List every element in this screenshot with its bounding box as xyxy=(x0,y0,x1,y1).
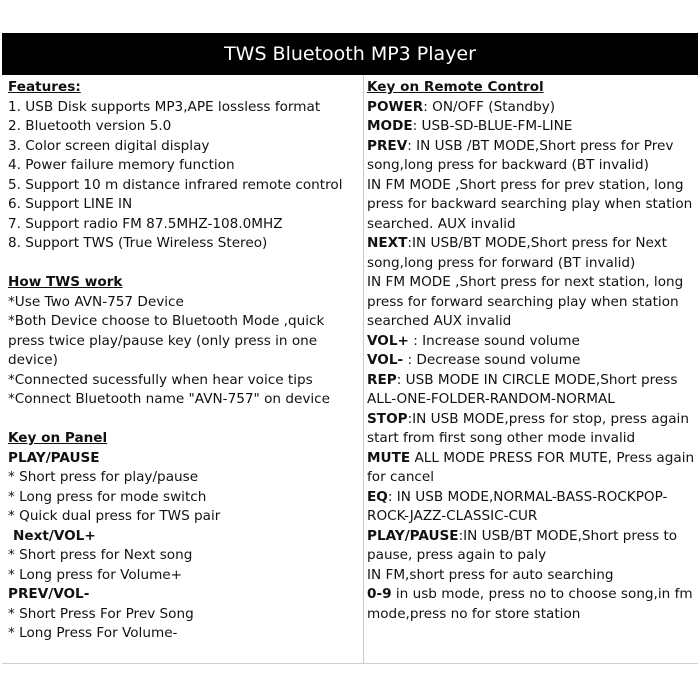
remote-item xyxy=(367,449,697,488)
title-banner xyxy=(2,33,698,75)
panel-item: * Long press for Volume+ xyxy=(8,566,183,583)
page-title: TWS Bluetooth MP3 Player xyxy=(224,43,476,65)
remote-item-text: in usb mode, press no to choose song,in fm mode,press no for store station xyxy=(367,586,693,622)
remote-item xyxy=(367,351,697,371)
remote-item-text: :IN USB/BT MODE,Short press for Next song,long press for forward (BT invalid) xyxy=(367,235,667,271)
tws-item: *Connected sucessfully when hear voice tips xyxy=(8,371,313,388)
panel-item: * Short Press For Prev Song xyxy=(8,605,194,622)
panel-key-title: PLAY/PAUSE xyxy=(8,449,100,466)
remote-item xyxy=(367,137,697,176)
panel-item: * Short press for Next song xyxy=(8,547,193,563)
remote-heading: Key on Remote Control xyxy=(367,79,544,95)
remote-item-text: : USB MODE IN CIRCLE MODE,Short press ALL-ONE-FOLDER-RANDOM-NORMAL xyxy=(367,371,678,407)
tws-item: *Use Two AVN-757 Device xyxy=(8,293,184,310)
remote-section xyxy=(367,78,697,624)
remote-item-text: searched AUX invalid xyxy=(367,313,512,329)
remote-item xyxy=(367,98,697,118)
feature-item: 4. Power failure memory function xyxy=(8,157,235,173)
remote-key-label: POWER xyxy=(367,98,424,115)
column-divider xyxy=(363,75,364,663)
feature-item: 8. Support TWS (True Wireless Stereo) xyxy=(8,235,268,251)
panel-item: * Long Press For Volume- xyxy=(8,625,178,641)
remote-key-label: MODE xyxy=(367,118,413,134)
panel-heading: Key on Panel xyxy=(8,430,108,446)
feature-item: 7. Support radio FM 87.5MHZ-108.0MHZ xyxy=(8,215,283,232)
tws-heading: How TWS work xyxy=(8,274,123,290)
remote-key-label: REP xyxy=(367,371,397,388)
remote-item xyxy=(367,312,697,332)
remote-item xyxy=(367,585,697,624)
panel-item: * Quick dual press for TWS pair xyxy=(8,508,221,524)
feature-item: 5. Support 10 m distance infrared remote control xyxy=(8,176,343,193)
remote-item-text: : Decrease sound volume xyxy=(403,352,581,368)
left-column xyxy=(8,78,360,644)
remote-key-label: VOL- xyxy=(367,352,404,368)
panel-key-title: PREV/VOL- xyxy=(8,586,90,602)
tws-item: *Connect Bluetooth name "AVN-757" on device xyxy=(8,391,330,407)
features-section xyxy=(8,78,360,254)
remote-item-text: :IN USB/BT MODE,Short press to pause, press again to paly xyxy=(367,527,678,563)
remote-key-label: PLAY/PAUSE xyxy=(367,527,459,544)
remote-item-text: : IN USB /BT MODE,Short press for Prev song,long press for backward (BT invalid) xyxy=(367,137,674,173)
remote-item-text: ALL MODE PRESS FOR MUTE, Press again for cancel xyxy=(367,449,695,485)
feature-item: 2. Bluetooth version 5.0 xyxy=(8,118,172,134)
remote-key-label: MUTE xyxy=(367,449,411,466)
remote-item xyxy=(367,234,697,273)
remote-item-text: : USB-SD-BLUE-FM-LINE xyxy=(412,118,573,134)
right-column xyxy=(367,78,697,624)
remote-key-label: EQ xyxy=(367,488,388,505)
remote-item xyxy=(367,488,697,527)
remote-key-label: PREV xyxy=(367,137,408,154)
panel-key-title: Next/VOL+ xyxy=(13,527,96,544)
remote-key-label: VOL+ xyxy=(367,332,409,349)
remote-item-text: IN FM MODE ,Short press for prev station, long press for backward searching play when station searched. AUX invalid xyxy=(367,176,693,232)
remote-key-label: NEXT xyxy=(367,235,408,251)
feature-item: 6. Support LINE IN xyxy=(8,196,133,212)
panel-section xyxy=(8,429,360,644)
tws-section xyxy=(8,273,360,410)
panel-item: * Long press for mode switch xyxy=(8,488,207,505)
remote-key-label: STOP xyxy=(367,410,408,427)
remote-item xyxy=(367,371,697,410)
remote-item-text: IN FM,short press for auto searching xyxy=(367,566,614,583)
remote-item xyxy=(367,332,697,352)
feature-item: 1. USB Disk supports MP3,APE lossless format xyxy=(8,98,321,115)
remote-item-text: : IN USB MODE,NORMAL-BASS-ROCKPOP-ROCK-JAZZ-CLASSIC-CUR xyxy=(367,488,668,524)
tws-item: *Both Device choose to Bluetooth Mode ,quick press twice play/pause key (only press in one device) xyxy=(8,313,325,368)
remote-item-text: :IN USB MODE,press for stop, press again start from first song other mode invalid xyxy=(367,410,689,446)
remote-key-label: 0-9 xyxy=(367,586,392,602)
remote-item xyxy=(367,527,697,566)
panel-item: * Short press for play/pause xyxy=(8,469,199,485)
remote-item-text: : Increase sound volume xyxy=(408,332,580,349)
remote-item xyxy=(367,117,697,137)
remote-item xyxy=(367,176,697,235)
remote-item xyxy=(367,410,697,449)
features-heading: Features: xyxy=(8,79,81,95)
remote-item xyxy=(367,273,697,312)
remote-item-text: IN FM MODE ,Short press for next station, long press for forward searching play when station xyxy=(367,274,684,310)
remote-item xyxy=(367,566,697,586)
remote-item-text: : ON/OFF (Standby) xyxy=(423,98,556,115)
bottom-rule xyxy=(2,663,698,664)
feature-item: 3. Color screen digital display xyxy=(8,137,210,154)
